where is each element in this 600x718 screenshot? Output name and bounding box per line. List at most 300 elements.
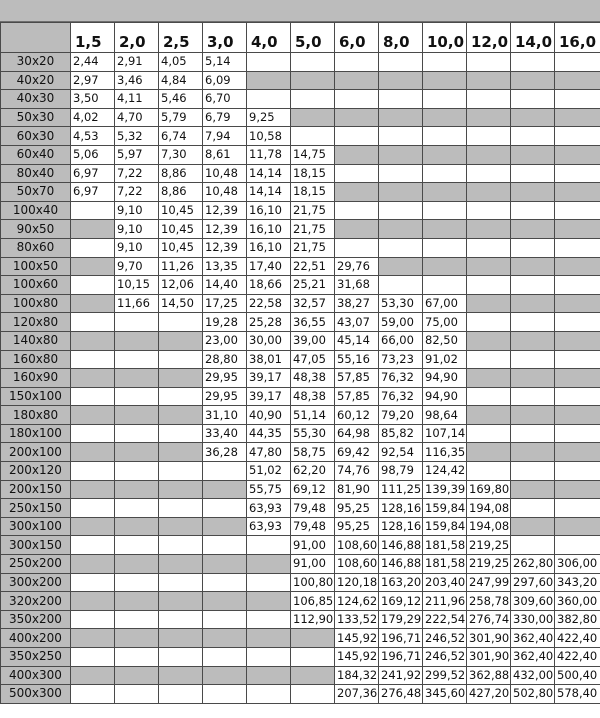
top-header-band bbox=[0, 0, 600, 22]
row-label-size: 400x200 bbox=[1, 629, 71, 648]
table-row bbox=[1, 685, 600, 704]
weight-cell bbox=[467, 71, 511, 90]
weight-cell: 30,00 bbox=[247, 331, 291, 350]
weight-cell bbox=[423, 53, 467, 72]
weight-cell: 5,06 bbox=[71, 145, 115, 164]
weight-cell: 107,14 bbox=[423, 424, 467, 443]
weight-cell bbox=[71, 276, 115, 295]
weight-cell: 4,53 bbox=[71, 127, 115, 146]
weight-cell: 91,00 bbox=[291, 536, 335, 555]
weight-cell bbox=[159, 592, 203, 611]
weight-cell bbox=[555, 71, 600, 90]
weight-cell bbox=[159, 443, 203, 462]
weight-cell: 8,86 bbox=[159, 183, 203, 202]
row-label-size: 300x100 bbox=[1, 517, 71, 536]
table-row bbox=[1, 406, 600, 425]
weight-cell bbox=[423, 71, 467, 90]
weight-cell bbox=[159, 499, 203, 518]
weight-cell: 98,64 bbox=[423, 406, 467, 425]
weight-cell bbox=[555, 536, 600, 555]
row-label-size: 140x80 bbox=[1, 331, 71, 350]
weight-cell bbox=[379, 257, 423, 276]
weight-cell bbox=[335, 145, 379, 164]
weight-cell: 48,38 bbox=[291, 387, 335, 406]
weight-cell bbox=[335, 71, 379, 90]
row-label-size: 300x150 bbox=[1, 536, 71, 555]
weight-cell bbox=[467, 145, 511, 164]
weight-cell: 44,35 bbox=[247, 424, 291, 443]
weight-cell: 181,58 bbox=[423, 536, 467, 555]
weight-cell bbox=[115, 666, 159, 685]
weight-cell bbox=[115, 592, 159, 611]
weight-cell bbox=[115, 424, 159, 443]
column-header-thickness: 14,0 bbox=[511, 23, 555, 53]
weight-cell bbox=[291, 108, 335, 127]
table-row bbox=[1, 313, 600, 332]
weight-cell bbox=[511, 276, 555, 295]
weight-cell: 194,08 bbox=[467, 499, 511, 518]
weight-cell bbox=[423, 127, 467, 146]
weight-cell: 146,88 bbox=[379, 536, 423, 555]
weight-cell: 10,48 bbox=[203, 183, 247, 202]
corner-cell bbox=[1, 23, 71, 53]
weight-cell: 85,82 bbox=[379, 424, 423, 443]
weight-cell bbox=[511, 480, 555, 499]
row-label-size: 500x300 bbox=[1, 685, 71, 704]
weight-cell bbox=[511, 53, 555, 72]
weight-cell: 262,80 bbox=[511, 555, 555, 574]
weight-cell bbox=[467, 108, 511, 127]
weight-cell: 94,90 bbox=[423, 387, 467, 406]
table-row bbox=[1, 517, 600, 536]
weight-cell: 98,79 bbox=[379, 462, 423, 481]
weight-cell bbox=[379, 238, 423, 257]
weight-cell bbox=[555, 350, 600, 369]
weight-cell bbox=[203, 666, 247, 685]
weight-cell bbox=[467, 313, 511, 332]
table-row bbox=[1, 183, 600, 202]
row-label-size: 100x80 bbox=[1, 294, 71, 313]
weight-cell bbox=[159, 666, 203, 685]
weight-cell: 6,74 bbox=[159, 127, 203, 146]
weight-cell: 12,06 bbox=[159, 276, 203, 295]
weight-cell: 6,97 bbox=[71, 183, 115, 202]
weight-cell: 39,00 bbox=[291, 331, 335, 350]
table-row bbox=[1, 331, 600, 350]
weight-cell: 21,75 bbox=[291, 238, 335, 257]
weight-cell bbox=[203, 610, 247, 629]
weight-cell bbox=[71, 257, 115, 276]
weight-cell: 36,28 bbox=[203, 443, 247, 462]
weight-cell bbox=[291, 685, 335, 704]
weight-cell: 9,10 bbox=[115, 238, 159, 257]
weight-cell: 19,28 bbox=[203, 313, 247, 332]
weight-cell bbox=[159, 387, 203, 406]
weight-cell bbox=[71, 443, 115, 462]
weight-cell: 163,20 bbox=[379, 573, 423, 592]
weight-cell: 330,00 bbox=[511, 610, 555, 629]
weight-cell: 43,07 bbox=[335, 313, 379, 332]
weight-cell bbox=[159, 536, 203, 555]
weight-cell: 7,22 bbox=[115, 164, 159, 183]
weight-cell bbox=[247, 53, 291, 72]
weight-cell bbox=[247, 648, 291, 667]
table-row bbox=[1, 276, 600, 295]
table-row bbox=[1, 555, 600, 574]
weight-cell: 38,27 bbox=[335, 294, 379, 313]
weight-cell bbox=[511, 313, 555, 332]
row-label-size: 40x30 bbox=[1, 90, 71, 109]
weight-cell bbox=[379, 127, 423, 146]
weight-cell: 91,00 bbox=[291, 555, 335, 574]
weight-cell: 57,85 bbox=[335, 387, 379, 406]
weight-cell bbox=[467, 220, 511, 239]
weight-cell bbox=[203, 536, 247, 555]
weight-cell: 2,91 bbox=[115, 53, 159, 72]
weight-cell: 22,51 bbox=[291, 257, 335, 276]
weight-cell: 9,10 bbox=[115, 220, 159, 239]
weight-cell: 14,75 bbox=[291, 145, 335, 164]
weight-cell: 51,14 bbox=[291, 406, 335, 425]
row-label-size: 200x100 bbox=[1, 443, 71, 462]
row-label-size: 80x60 bbox=[1, 238, 71, 257]
weight-cell: 5,46 bbox=[159, 90, 203, 109]
weight-cell bbox=[247, 71, 291, 90]
weight-cell bbox=[291, 127, 335, 146]
table-row bbox=[1, 257, 600, 276]
weight-cell: 427,20 bbox=[467, 685, 511, 704]
weight-cell bbox=[159, 406, 203, 425]
weight-cell: 31,68 bbox=[335, 276, 379, 295]
weight-cell: 297,60 bbox=[511, 573, 555, 592]
weight-cell: 11,26 bbox=[159, 257, 203, 276]
weight-cell: 29,95 bbox=[203, 369, 247, 388]
table-row bbox=[1, 71, 600, 90]
weight-cell: 211,96 bbox=[423, 592, 467, 611]
weight-cell: 14,14 bbox=[247, 164, 291, 183]
table-body bbox=[1, 53, 600, 704]
weight-cell bbox=[467, 183, 511, 202]
table-row bbox=[1, 53, 600, 72]
weight-cell bbox=[511, 238, 555, 257]
weight-cell: 12,39 bbox=[203, 238, 247, 257]
weight-cell: 500,40 bbox=[555, 666, 600, 685]
weight-cell: 181,58 bbox=[423, 555, 467, 574]
column-header-thickness: 6,0 bbox=[335, 23, 379, 53]
row-label-size: 100x50 bbox=[1, 257, 71, 276]
weight-cell bbox=[511, 294, 555, 313]
weight-cell: 6,09 bbox=[203, 71, 247, 90]
weight-cell bbox=[379, 71, 423, 90]
weight-cell: 28,80 bbox=[203, 350, 247, 369]
table-row bbox=[1, 648, 600, 667]
table-row bbox=[1, 666, 600, 685]
table-row bbox=[1, 201, 600, 220]
weight-cell bbox=[335, 127, 379, 146]
weight-cell: 16,10 bbox=[247, 238, 291, 257]
weight-cell: 203,40 bbox=[423, 573, 467, 592]
weight-cell bbox=[71, 480, 115, 499]
weight-cell: 7,22 bbox=[115, 183, 159, 202]
weight-cell bbox=[555, 238, 600, 257]
weight-cell: 11,66 bbox=[115, 294, 159, 313]
weight-cell: 345,60 bbox=[423, 685, 467, 704]
weight-cell: 116,35 bbox=[423, 443, 467, 462]
weight-cell: 47,05 bbox=[291, 350, 335, 369]
weight-cell: 60,12 bbox=[335, 406, 379, 425]
weight-cell: 53,30 bbox=[379, 294, 423, 313]
weight-cell bbox=[511, 145, 555, 164]
weight-cell bbox=[423, 201, 467, 220]
weight-cell bbox=[423, 257, 467, 276]
weight-cell: 7,30 bbox=[159, 145, 203, 164]
weight-cell bbox=[247, 90, 291, 109]
weight-cell: 9,25 bbox=[247, 108, 291, 127]
weight-cell: 8,61 bbox=[203, 145, 247, 164]
weight-cell: 169,80 bbox=[467, 480, 511, 499]
weight-cell: 258,78 bbox=[467, 592, 511, 611]
table-row bbox=[1, 145, 600, 164]
weight-cell: 29,95 bbox=[203, 387, 247, 406]
weight-cell: 36,55 bbox=[291, 313, 335, 332]
weight-cell bbox=[379, 145, 423, 164]
row-label-size: 90x50 bbox=[1, 220, 71, 239]
weight-cell bbox=[203, 555, 247, 574]
weight-cell: 145,92 bbox=[335, 629, 379, 648]
weight-cell: 74,76 bbox=[335, 462, 379, 481]
weight-cell bbox=[379, 53, 423, 72]
table-row bbox=[1, 592, 600, 611]
weight-cell bbox=[511, 164, 555, 183]
weight-cell bbox=[467, 238, 511, 257]
weight-cell bbox=[203, 573, 247, 592]
weight-cell: 5,97 bbox=[115, 145, 159, 164]
weight-cell: 184,32 bbox=[335, 666, 379, 685]
table-row bbox=[1, 462, 600, 481]
weight-cell bbox=[71, 536, 115, 555]
weight-cell: 25,28 bbox=[247, 313, 291, 332]
weight-cell bbox=[159, 369, 203, 388]
weight-cell: 17,40 bbox=[247, 257, 291, 276]
weight-cell: 95,25 bbox=[335, 499, 379, 518]
weight-cell: 422,40 bbox=[555, 629, 600, 648]
weight-cell bbox=[71, 331, 115, 350]
weight-cell bbox=[379, 276, 423, 295]
weight-cell: 100,80 bbox=[291, 573, 335, 592]
weight-cell: 4,02 bbox=[71, 108, 115, 127]
weight-cell: 18,66 bbox=[247, 276, 291, 295]
weight-cell: 4,70 bbox=[115, 108, 159, 127]
weight-cell bbox=[511, 517, 555, 536]
table-row bbox=[1, 573, 600, 592]
weight-cell bbox=[71, 369, 115, 388]
weight-cell bbox=[467, 294, 511, 313]
weight-cell: 179,29 bbox=[379, 610, 423, 629]
weight-cell bbox=[247, 685, 291, 704]
weight-cell bbox=[115, 573, 159, 592]
weight-cell: 6,70 bbox=[203, 90, 247, 109]
column-header-thickness: 3,0 bbox=[203, 23, 247, 53]
weight-cell: 22,58 bbox=[247, 294, 291, 313]
weight-cell bbox=[467, 201, 511, 220]
weight-cell bbox=[335, 238, 379, 257]
weight-cell: 207,36 bbox=[335, 685, 379, 704]
weight-cell: 40,90 bbox=[247, 406, 291, 425]
weight-cell bbox=[115, 406, 159, 425]
weight-cell: 362,40 bbox=[511, 629, 555, 648]
weight-cell: 69,42 bbox=[335, 443, 379, 462]
table-row bbox=[1, 610, 600, 629]
weight-cell bbox=[71, 685, 115, 704]
weight-cell bbox=[291, 648, 335, 667]
weight-cell: 11,78 bbox=[247, 145, 291, 164]
weight-cell bbox=[159, 573, 203, 592]
weight-cell: 62,20 bbox=[291, 462, 335, 481]
weight-cell bbox=[71, 294, 115, 313]
row-label-size: 350x250 bbox=[1, 648, 71, 667]
weight-cell: 95,25 bbox=[335, 517, 379, 536]
row-label-size: 200x150 bbox=[1, 480, 71, 499]
weight-cell bbox=[71, 499, 115, 518]
weight-cell: 5,32 bbox=[115, 127, 159, 146]
weight-cell: 10,45 bbox=[159, 220, 203, 239]
weight-cell: 92,54 bbox=[379, 443, 423, 462]
weight-cell: 578,40 bbox=[555, 685, 600, 704]
row-label-size: 250x150 bbox=[1, 499, 71, 518]
weight-cell bbox=[335, 201, 379, 220]
weight-cell bbox=[555, 517, 600, 536]
weight-cell: 63,93 bbox=[247, 499, 291, 518]
weight-cell bbox=[159, 480, 203, 499]
weight-cell bbox=[159, 517, 203, 536]
row-label-size: 400x300 bbox=[1, 666, 71, 685]
weight-cell: 222,54 bbox=[423, 610, 467, 629]
row-label-size: 50x30 bbox=[1, 108, 71, 127]
weight-cell: 276,74 bbox=[467, 610, 511, 629]
weight-cell: 3,46 bbox=[115, 71, 159, 90]
weight-cell: 33,40 bbox=[203, 424, 247, 443]
column-header-thickness: 5,0 bbox=[291, 23, 335, 53]
weight-cell: 25,21 bbox=[291, 276, 335, 295]
table-row bbox=[1, 369, 600, 388]
weight-cell bbox=[159, 462, 203, 481]
weight-cell bbox=[335, 108, 379, 127]
weight-cell: 55,30 bbox=[291, 424, 335, 443]
weight-cell bbox=[115, 536, 159, 555]
row-label-size: 350x200 bbox=[1, 610, 71, 629]
weight-cell: 55,16 bbox=[335, 350, 379, 369]
weight-cell: 169,12 bbox=[379, 592, 423, 611]
weight-cell bbox=[555, 53, 600, 72]
weight-cell: 219,25 bbox=[467, 555, 511, 574]
weight-cell bbox=[379, 108, 423, 127]
row-label-size: 40x20 bbox=[1, 71, 71, 90]
weight-cell bbox=[159, 350, 203, 369]
weight-cell bbox=[511, 369, 555, 388]
weight-cell bbox=[555, 145, 600, 164]
weight-cell: 12,39 bbox=[203, 201, 247, 220]
weight-cell bbox=[379, 220, 423, 239]
row-label-size: 60x30 bbox=[1, 127, 71, 146]
row-label-size: 150x100 bbox=[1, 387, 71, 406]
weight-cell: 196,71 bbox=[379, 629, 423, 648]
weight-cell: 73,23 bbox=[379, 350, 423, 369]
row-label-size: 180x80 bbox=[1, 406, 71, 425]
weight-cell: 64,98 bbox=[335, 424, 379, 443]
weight-cell bbox=[335, 90, 379, 109]
weight-cell: 10,48 bbox=[203, 164, 247, 183]
weight-cell: 14,14 bbox=[247, 183, 291, 202]
row-label-size: 120x80 bbox=[1, 313, 71, 332]
weight-cell bbox=[71, 592, 115, 611]
weight-cell bbox=[115, 443, 159, 462]
weight-cell bbox=[423, 238, 467, 257]
row-label-size: 80x40 bbox=[1, 164, 71, 183]
weight-cell: 301,90 bbox=[467, 629, 511, 648]
weight-cell: 31,10 bbox=[203, 406, 247, 425]
weight-cell: 2,97 bbox=[71, 71, 115, 90]
weight-cell: 75,00 bbox=[423, 313, 467, 332]
weight-cell bbox=[71, 387, 115, 406]
weight-cell: 159,84 bbox=[423, 499, 467, 518]
weight-cell bbox=[203, 685, 247, 704]
weight-cell: 5,79 bbox=[159, 108, 203, 127]
weight-cell bbox=[71, 648, 115, 667]
table-row bbox=[1, 387, 600, 406]
weight-cell: 145,92 bbox=[335, 648, 379, 667]
weight-cell bbox=[555, 331, 600, 350]
weight-cell bbox=[467, 369, 511, 388]
weight-cell bbox=[555, 369, 600, 388]
weight-cell: 13,35 bbox=[203, 257, 247, 276]
table-row bbox=[1, 480, 600, 499]
weight-cell bbox=[555, 406, 600, 425]
weight-cell bbox=[159, 424, 203, 443]
column-header-thickness: 1,5 bbox=[71, 23, 115, 53]
weight-cell bbox=[247, 610, 291, 629]
weight-cell bbox=[511, 108, 555, 127]
weight-cell: 29,76 bbox=[335, 257, 379, 276]
weight-cell bbox=[291, 71, 335, 90]
weight-cell: 59,00 bbox=[379, 313, 423, 332]
weight-cell: 343,20 bbox=[555, 573, 600, 592]
weight-cell bbox=[115, 313, 159, 332]
weight-cell: 108,60 bbox=[335, 536, 379, 555]
weight-cell: 9,70 bbox=[115, 257, 159, 276]
column-header-thickness: 10,0 bbox=[423, 23, 467, 53]
weight-cell: 306,00 bbox=[555, 555, 600, 574]
weight-cell bbox=[247, 555, 291, 574]
weight-cell bbox=[511, 462, 555, 481]
weight-cell bbox=[71, 424, 115, 443]
weight-cell bbox=[335, 164, 379, 183]
weight-cell bbox=[511, 424, 555, 443]
weight-cell bbox=[71, 201, 115, 220]
weight-cell bbox=[291, 53, 335, 72]
weight-cell: 108,60 bbox=[335, 555, 379, 574]
weight-cell bbox=[115, 480, 159, 499]
weight-cell bbox=[115, 350, 159, 369]
weight-cell: 51,02 bbox=[247, 462, 291, 481]
weight-cell: 112,90 bbox=[291, 610, 335, 629]
row-label-size: 300x200 bbox=[1, 573, 71, 592]
weight-cell bbox=[247, 592, 291, 611]
weight-cell bbox=[291, 629, 335, 648]
weight-cell bbox=[423, 90, 467, 109]
weight-cell bbox=[423, 145, 467, 164]
weight-cell bbox=[467, 424, 511, 443]
weight-cell bbox=[115, 610, 159, 629]
